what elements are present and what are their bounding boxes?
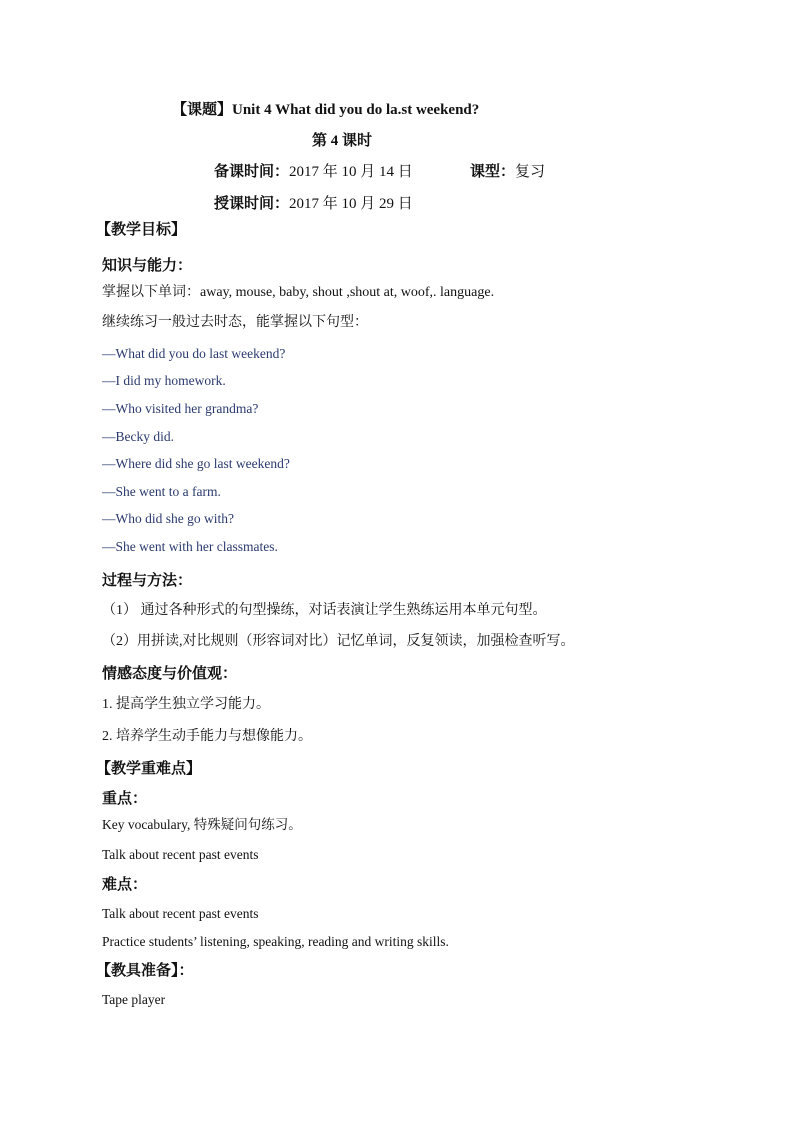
dialogue-line: —She went with her classmates. [102, 539, 278, 554]
process-item: （2）用拼读,对比规则（形容词对比）记忆单词，反复领读，加强检查听写。 [102, 634, 575, 649]
teach-time-value: 2017 年 10 月 29 日 [289, 196, 413, 212]
dialogue-line: —She went to a farm. [102, 484, 221, 499]
lesson-title: 【课题】Unit 4 What did you do la.st weekend? [172, 102, 480, 118]
prep-time-value: 2017 年 10 月 14 日 [289, 164, 413, 180]
knowledge-heading: 知识与能力： [102, 258, 193, 274]
attitude-item: 1. 提高学生独立学习能力。 [102, 697, 270, 712]
key-points-heading: 【教学重难点】 [96, 761, 202, 777]
dialogue-line: —Where did she go last weekend? [102, 456, 290, 471]
practice-line: 继续练习一般过去时态，能掌握以下句型： [102, 315, 368, 330]
materials-heading: 【教具准备】： [96, 963, 194, 979]
dialogue-line: —Who did she go with? [102, 511, 234, 526]
difficulty-item: Talk about recent past events [102, 906, 259, 921]
lesson-type-row [470, 163, 545, 181]
teach-time-row [214, 195, 413, 213]
objectives-heading: 【教学目标】 [96, 222, 187, 238]
lesson-type-value: 复习 [515, 164, 546, 180]
process-item: （1） 通过各种形式的句型操练，对话表演让学生熟练运用本单元句型。 [102, 603, 547, 618]
attitude-heading: 情感态度与价值观： [102, 666, 238, 682]
focus-heading: 重点： [102, 791, 148, 807]
attitude-item: 2. 培养学生动手能力与想像能力。 [102, 729, 312, 744]
dialogue-line: —Becky did. [102, 429, 174, 444]
prep-time-label: 备课时间： [214, 164, 290, 180]
vocab-line: 掌握以下单词：away, mouse, baby, shout ,shout at, woof,. language. [102, 285, 495, 300]
dialogue-line: —Who visited her grandma? [102, 401, 259, 416]
prep-time-row [214, 163, 413, 181]
difficulty-heading: 难点： [102, 877, 148, 893]
process-heading: 过程与方法： [102, 573, 193, 589]
materials-item: Tape player [102, 992, 166, 1007]
teach-time-label: 授课时间： [214, 196, 290, 212]
difficulty-item: Practice students’ listening, speaking, reading and writing skills. [102, 934, 449, 949]
focus-item: Talk about recent past events [102, 847, 259, 862]
lesson-type-label: 课型： [470, 164, 516, 180]
focus-item: Key vocabulary, 特殊疑问句练习。 [102, 817, 302, 832]
lesson-number: 第 4 课时 [312, 133, 373, 149]
dialogue-line: —What did you do last weekend? [102, 346, 286, 361]
dialogue-line: —I did my homework. [102, 373, 226, 388]
